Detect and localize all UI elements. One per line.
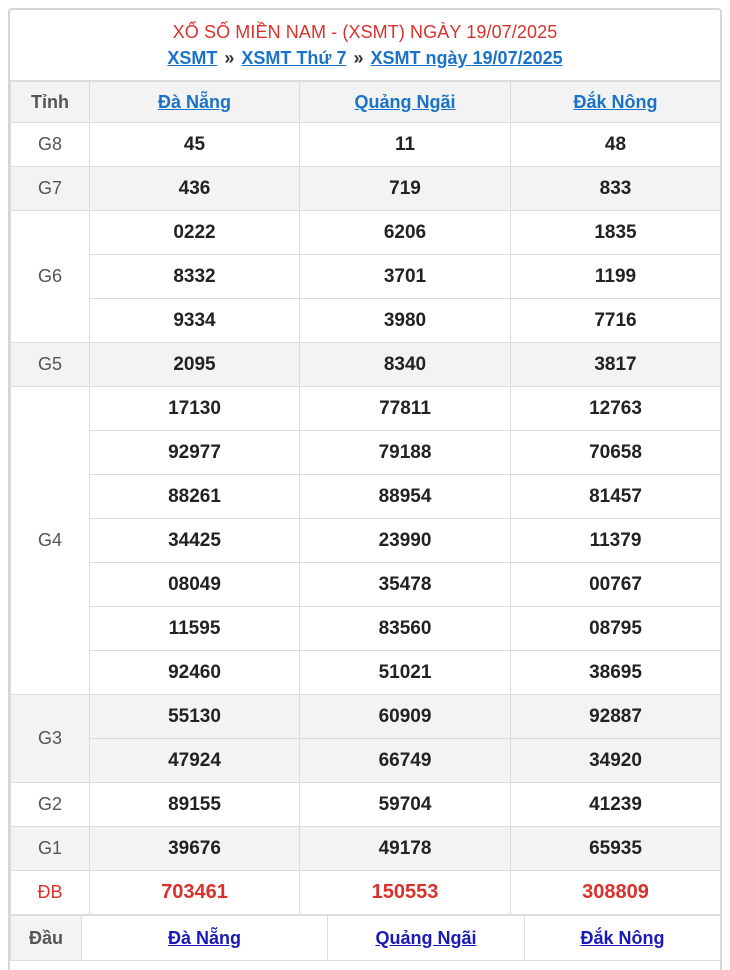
prize-row	[11, 563, 721, 607]
prize-number: 92887	[511, 695, 721, 739]
prize-number: 55130	[90, 695, 300, 739]
dau-link-quang-ngai[interactable]: Quảng Ngãi	[375, 927, 477, 948]
prize-number: 65935	[511, 827, 721, 871]
prize-number: 66749	[300, 739, 511, 783]
prize-number: 8332	[90, 255, 300, 299]
prize-row	[11, 827, 721, 871]
province-link-quang-ngai[interactable]: Quảng Ngãi	[354, 91, 456, 112]
prize-row	[11, 387, 721, 431]
prize-label: G3	[11, 695, 90, 783]
results-panel	[8, 8, 722, 970]
prize-label: G8	[11, 123, 90, 167]
prize-number: 1199	[511, 255, 721, 299]
prize-number: 81457	[511, 475, 721, 519]
prize-label: G4	[11, 387, 90, 695]
prize-number: 39676	[90, 827, 300, 871]
prize-number: 11379	[511, 519, 721, 563]
dau-header-row	[11, 916, 721, 961]
prize-number: 92460	[90, 651, 300, 695]
breadcrumb-link-xsmt[interactable]: XSMT	[167, 48, 218, 68]
column-header-dak-nong	[511, 82, 721, 123]
prize-number: 00767	[511, 563, 721, 607]
breadcrumb-separator: »	[224, 48, 235, 68]
prize-number: 0222	[90, 211, 300, 255]
prize-row	[11, 475, 721, 519]
breadcrumb-separator: »	[353, 48, 364, 68]
prize-label: G5	[11, 343, 90, 387]
dau-label: Đầu	[11, 916, 82, 961]
dau-table	[10, 915, 721, 961]
prize-row	[11, 255, 721, 299]
results-header	[10, 10, 720, 81]
results-header-row	[11, 82, 721, 123]
prize-number: 49178	[300, 827, 511, 871]
prize-row	[11, 299, 721, 343]
prize-row	[11, 739, 721, 783]
prize-number: 6206	[300, 211, 511, 255]
province-link-dak-nong[interactable]: Đắk Nông	[573, 91, 658, 112]
prize-row	[11, 431, 721, 475]
prize-row	[11, 695, 721, 739]
prize-number: 88261	[90, 475, 300, 519]
prize-number: 47924	[90, 739, 300, 783]
column-header-province: Tỉnh	[11, 82, 90, 123]
prize-label: G6	[11, 211, 90, 343]
prize-number: 60909	[300, 695, 511, 739]
prize-number: 719	[300, 167, 511, 211]
prize-number: 703461	[90, 871, 300, 915]
prize-row	[11, 519, 721, 563]
prize-number: 436	[90, 167, 300, 211]
column-header-da-nang	[90, 82, 300, 123]
prize-row	[11, 783, 721, 827]
prize-number: 3701	[300, 255, 511, 299]
prize-number: 1835	[511, 211, 721, 255]
prize-number: 7716	[511, 299, 721, 343]
prize-number: 34425	[90, 519, 300, 563]
prize-number: 41239	[511, 783, 721, 827]
prize-label: G7	[11, 167, 90, 211]
prize-number: 3817	[511, 343, 721, 387]
prize-row	[11, 607, 721, 651]
prize-number: 79188	[300, 431, 511, 475]
prize-number: 48	[511, 123, 721, 167]
column-header-quang-ngai	[300, 82, 511, 123]
prize-number: 150553	[300, 871, 511, 915]
results-body	[11, 123, 721, 915]
prize-number: 08795	[511, 607, 721, 651]
prize-row	[11, 211, 721, 255]
prize-row	[11, 651, 721, 695]
prize-number: 8340	[300, 343, 511, 387]
prize-number: 12763	[511, 387, 721, 431]
prize-number: 11595	[90, 607, 300, 651]
prize-label: ĐB	[11, 871, 90, 915]
prize-number: 83560	[300, 607, 511, 651]
prize-number: 92977	[90, 431, 300, 475]
prize-number: 9334	[90, 299, 300, 343]
prize-number: 70658	[511, 431, 721, 475]
dau-column-quang-ngai	[328, 916, 525, 961]
breadcrumb	[10, 47, 720, 69]
results-table	[10, 81, 721, 915]
prize-row	[11, 167, 721, 211]
prize-number: 34920	[511, 739, 721, 783]
prize-number: 11	[300, 123, 511, 167]
dau-link-dak-nong[interactable]: Đắk Nông	[580, 927, 665, 948]
prize-number: 38695	[511, 651, 721, 695]
prize-number: 59704	[300, 783, 511, 827]
prize-number: 2095	[90, 343, 300, 387]
prize-number: 3980	[300, 299, 511, 343]
prize-number: 308809	[511, 871, 721, 915]
dau-column-da-nang	[82, 916, 328, 961]
prize-number: 23990	[300, 519, 511, 563]
prize-row	[11, 871, 721, 915]
prize-label: G1	[11, 827, 90, 871]
province-link-da-nang[interactable]: Đà Nẵng	[157, 91, 231, 112]
prize-label: G2	[11, 783, 90, 827]
prize-number: 35478	[300, 563, 511, 607]
prize-row	[11, 123, 721, 167]
dau-column-dak-nong	[525, 916, 721, 961]
prize-number: 88954	[300, 475, 511, 519]
prize-number: 17130	[90, 387, 300, 431]
prize-row	[11, 343, 721, 387]
prize-number: 833	[511, 167, 721, 211]
prize-number: 51021	[300, 651, 511, 695]
page-title: XỔ SỐ MIỀN NAM - (XSMT) NGÀY 19/07/2025	[172, 22, 558, 42]
prize-number: 08049	[90, 563, 300, 607]
prize-number: 77811	[300, 387, 511, 431]
breadcrumb-link-xsmt-date[interactable]: XSMT ngày 19/07/2025	[370, 48, 563, 68]
breadcrumb-link-xsmt-weekday[interactable]: XSMT Thứ 7	[241, 48, 347, 68]
prize-number: 45	[90, 123, 300, 167]
dau-link-da-nang[interactable]: Đà Nẵng	[167, 927, 241, 948]
prize-number: 89155	[90, 783, 300, 827]
